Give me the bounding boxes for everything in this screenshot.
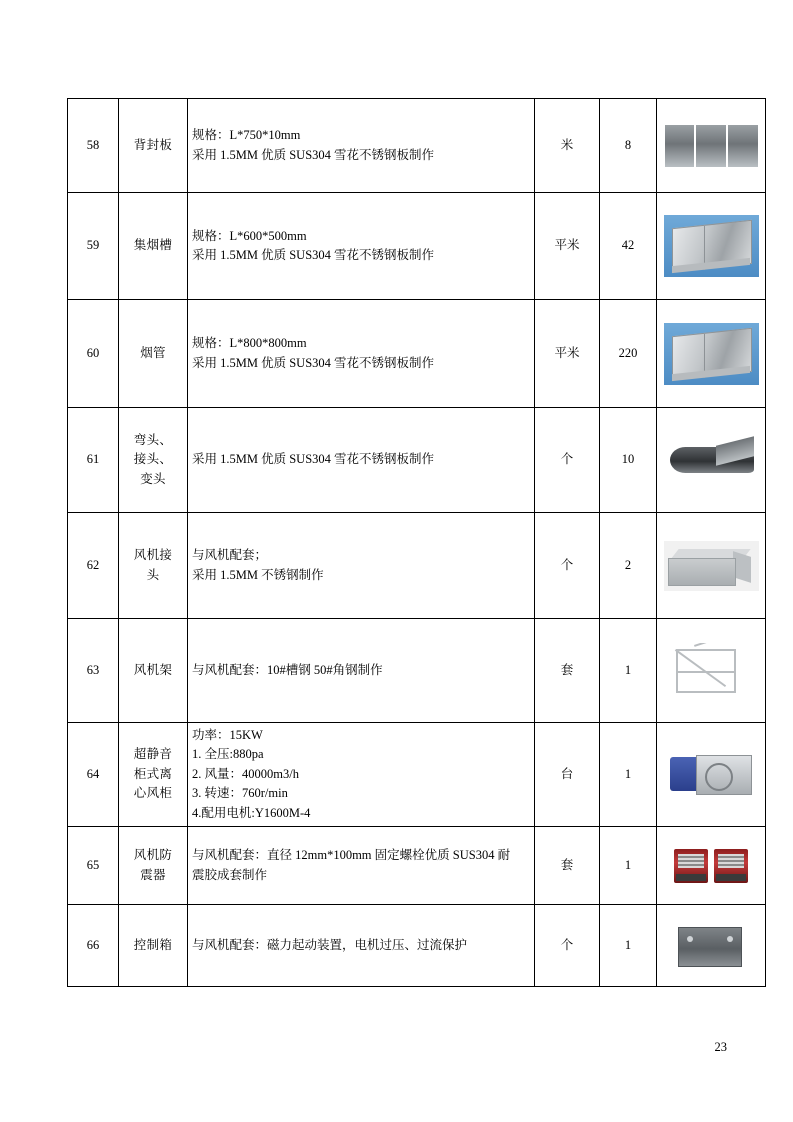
row-quantity: 10: [600, 408, 657, 513]
spec-line: 4.配用电机:Y1600M-4: [192, 805, 311, 820]
row-quantity: 1: [600, 827, 657, 905]
fan-connector-photo: [664, 541, 759, 591]
table-row: [68, 619, 766, 723]
spec-line: 3. 转速：760r/min: [192, 786, 288, 801]
spec-line: 1. 全压:880pa: [192, 747, 264, 762]
spec-line: 震胶成套制作: [192, 867, 268, 882]
row-number: 65: [68, 827, 119, 905]
smoke-collector-hood-photo: [664, 215, 759, 277]
spec-line: 与风机配套；: [192, 548, 268, 563]
table-row: [68, 99, 766, 193]
row-image-cell: [657, 99, 766, 193]
row-image-cell: [657, 193, 766, 300]
row-image-cell: [657, 905, 766, 987]
duct-elbow-photo: [664, 431, 759, 489]
fan-frame-photo: [664, 643, 759, 699]
spec-line: 采用 1.5MM 优质 SUS304 雪花不锈钢板制作: [192, 147, 435, 162]
page-number: 23: [714, 1040, 727, 1054]
row-item-name: 集烟槽: [119, 193, 188, 300]
row-number: 63: [68, 619, 119, 723]
table-row: [68, 513, 766, 619]
row-quantity: 2: [600, 513, 657, 619]
row-number: 61: [68, 408, 119, 513]
spec-line: 与风机配套：磁力起动装置，电机过压、过流保护: [192, 937, 468, 952]
row-quantity: 1: [600, 723, 657, 827]
row-item-name-text: 风机接头: [133, 548, 173, 582]
equipment-table: [67, 98, 766, 987]
row-unit: 平米: [535, 193, 600, 300]
row-specification: [188, 619, 535, 723]
spec-line: 规格：L*750*10mm: [192, 128, 301, 143]
spec-line: 与风机配套：10#槽钢 50#角钢制作: [192, 662, 383, 677]
spec-line: 采用 1.5MM 优质 SUS304 雪花不锈钢板制作: [192, 355, 435, 370]
row-specification: [188, 300, 535, 408]
table-row: [68, 827, 766, 905]
row-unit: 台: [535, 723, 600, 827]
row-number: 62: [68, 513, 119, 619]
row-specification: [188, 99, 535, 193]
row-specification: [188, 827, 535, 905]
row-item-name: 风机架: [119, 619, 188, 723]
table-row: [68, 408, 766, 513]
spec-line: 规格：L*800*800mm: [192, 336, 307, 351]
row-item-name: 背封板: [119, 99, 188, 193]
table-row: [68, 300, 766, 408]
table-row: [68, 193, 766, 300]
row-item-name: [119, 408, 188, 513]
metal-panels-photo: [664, 125, 759, 167]
spec-line: 规格：L*600*500mm: [192, 228, 307, 243]
vibration-damper-photo: [664, 841, 759, 891]
row-item-name: 烟管: [119, 300, 188, 408]
row-image-cell: [657, 827, 766, 905]
spec-line: 2. 风量：40000m3/h: [192, 766, 299, 781]
row-specification: [188, 408, 535, 513]
row-unit: 套: [535, 827, 600, 905]
row-specification: [188, 513, 535, 619]
spec-line: 与风机配套：直径 12mm*100mm 固定螺栓优质 SUS304 耐: [192, 848, 511, 863]
row-unit: 个: [535, 513, 600, 619]
row-quantity: 1: [600, 619, 657, 723]
row-quantity: 1: [600, 905, 657, 987]
row-item-name-text: 风机防震器: [133, 848, 173, 882]
row-unit: 个: [535, 905, 600, 987]
row-number: 66: [68, 905, 119, 987]
row-specification: [188, 193, 535, 300]
smoke-duct-photo: [664, 323, 759, 385]
row-item-name: [119, 827, 188, 905]
spec-line: 功率：15KW: [192, 728, 263, 743]
row-item-name: 控制箱: [119, 905, 188, 987]
row-unit: 平米: [535, 300, 600, 408]
row-number: 64: [68, 723, 119, 827]
row-quantity: 42: [600, 193, 657, 300]
row-quantity: 220: [600, 300, 657, 408]
row-image-cell: [657, 408, 766, 513]
row-item-name: [119, 513, 188, 619]
control-box-photo: [664, 921, 759, 971]
row-specification: [188, 905, 535, 987]
row-item-name: [119, 723, 188, 827]
row-image-cell: [657, 619, 766, 723]
row-specification: [188, 723, 535, 827]
row-item-name-text: 超静音柜式离心风柜: [133, 747, 173, 801]
row-item-name-text: 弯头、接头、变头: [133, 432, 173, 486]
row-unit: 个: [535, 408, 600, 513]
row-quantity: 8: [600, 99, 657, 193]
centrifugal-fan-cabinet-photo: [664, 747, 759, 803]
row-image-cell: [657, 300, 766, 408]
spec-line: 采用 1.5MM 优质 SUS304 雪花不锈钢板制作: [192, 452, 435, 467]
row-image-cell: [657, 723, 766, 827]
row-number: 59: [68, 193, 119, 300]
row-image-cell: [657, 513, 766, 619]
spec-line: 采用 1.5MM 不锈钢制作: [192, 567, 324, 582]
row-unit: 米: [535, 99, 600, 193]
row-number: 58: [68, 99, 119, 193]
table-row: [68, 905, 766, 987]
row-unit: 套: [535, 619, 600, 723]
row-number: 60: [68, 300, 119, 408]
table-row: [68, 723, 766, 827]
spec-line: 采用 1.5MM 优质 SUS304 雪花不锈钢板制作: [192, 248, 435, 262]
